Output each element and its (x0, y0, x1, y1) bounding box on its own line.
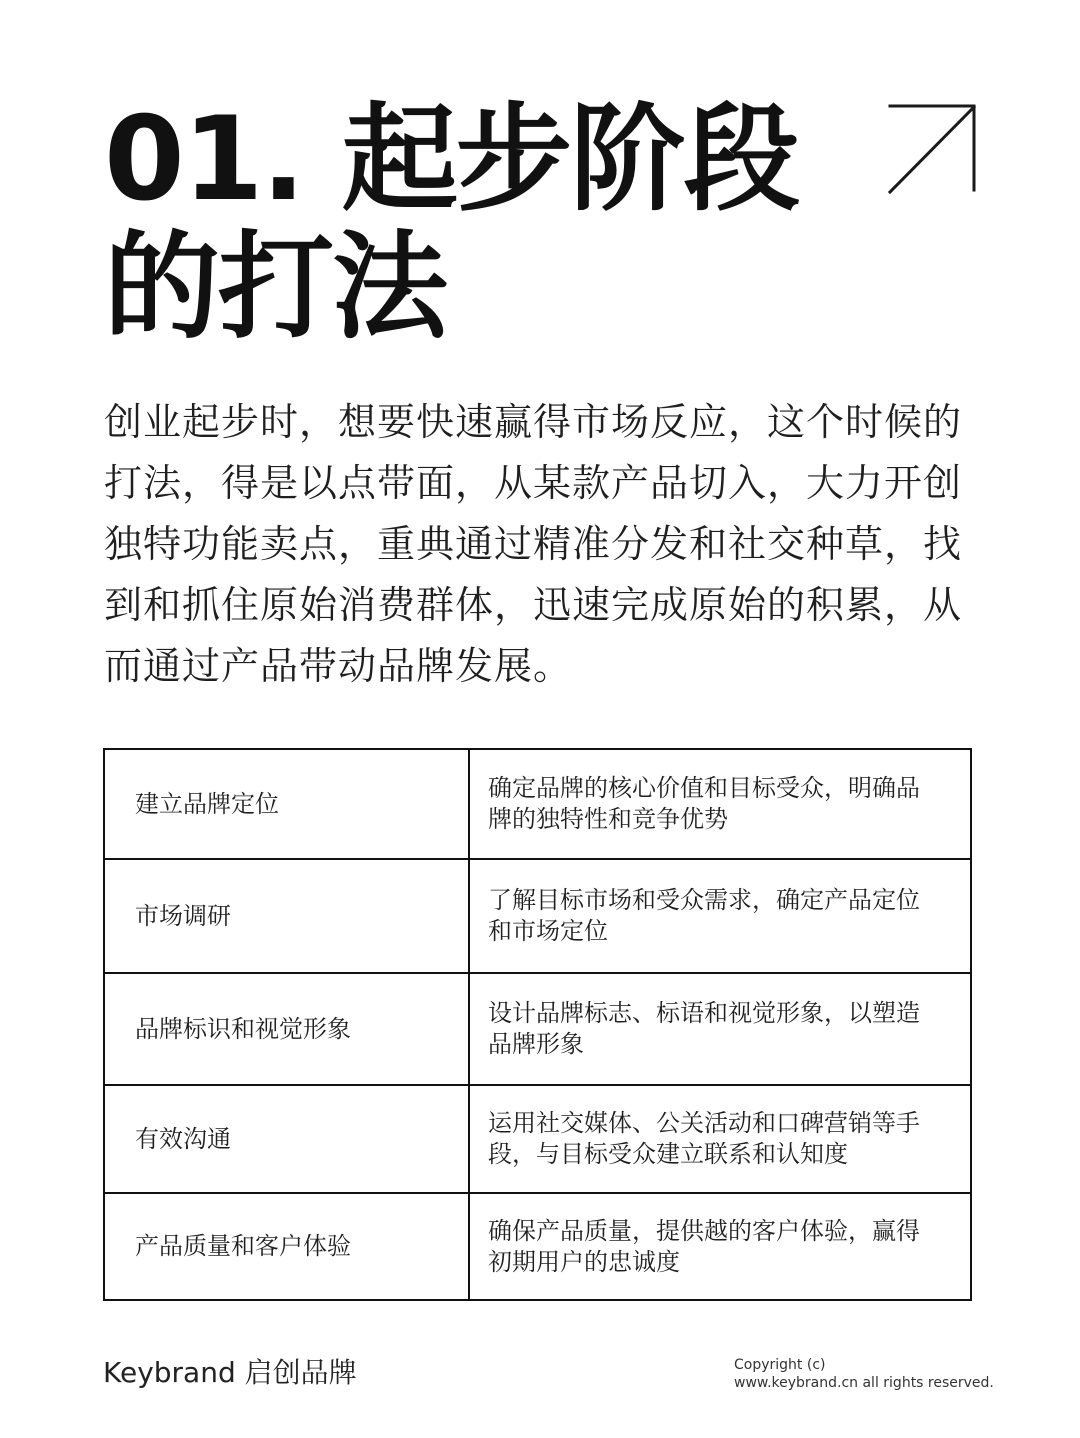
table-cell-item: 有效沟通 (104, 1085, 469, 1193)
table-row (104, 1085, 971, 1193)
table-cell-item: 建立品牌定位 (104, 749, 469, 859)
strategy-table (103, 748, 972, 1301)
copyright-line-2: www.keybrand.cn all rights reserved. (734, 1375, 994, 1391)
table-cell-item: 品牌标识和视觉形象 (104, 973, 469, 1085)
table-cell-desc: 运用社交媒体、公关活动和口碑营销等手段，与目标受众建立联系和认知度 (469, 1085, 971, 1193)
title-line-1: 01. 起步阶段 (104, 92, 798, 227)
arrow-up-right-icon (884, 100, 980, 196)
page-title (104, 92, 864, 355)
table-cell-desc: 确保产品质量，提供越的客户体验，赢得初期用户的忠诚度 (469, 1193, 971, 1300)
table-cell-item: 产品质量和客户体验 (104, 1193, 469, 1300)
title-line-2: 的打法 (104, 220, 446, 355)
table-cell-desc: 了解目标市场和受众需求，确定产品定位和市场定位 (469, 859, 971, 973)
copyright-notice (734, 1356, 1054, 1392)
table-row (104, 1193, 971, 1300)
brand-name: Keybrand 启创品牌 (103, 1356, 357, 1389)
copyright-line-1: Copyright (c) (734, 1357, 826, 1373)
table-row (104, 749, 971, 859)
table-row (104, 973, 971, 1085)
table-cell-item: 市场调研 (104, 859, 469, 973)
table-cell-desc: 设计品牌标志、标语和视觉形象，以塑造品牌形象 (469, 973, 971, 1085)
table-row (104, 859, 971, 973)
table-cell-desc: 确定品牌的核心价值和目标受众，明确品牌的独特性和竞争优势 (469, 749, 971, 859)
intro-paragraph: 创业起步时，想要快速赢得市场反应，这个时候的打法，得是以点带面，从某款产品切入，大力开创独特功能卖点，重典通过精准分发和社交种草，找到和抓住原始消费群体，迅速完成原始的积累，从而通过产品带动品牌发展。 (104, 400, 963, 688)
